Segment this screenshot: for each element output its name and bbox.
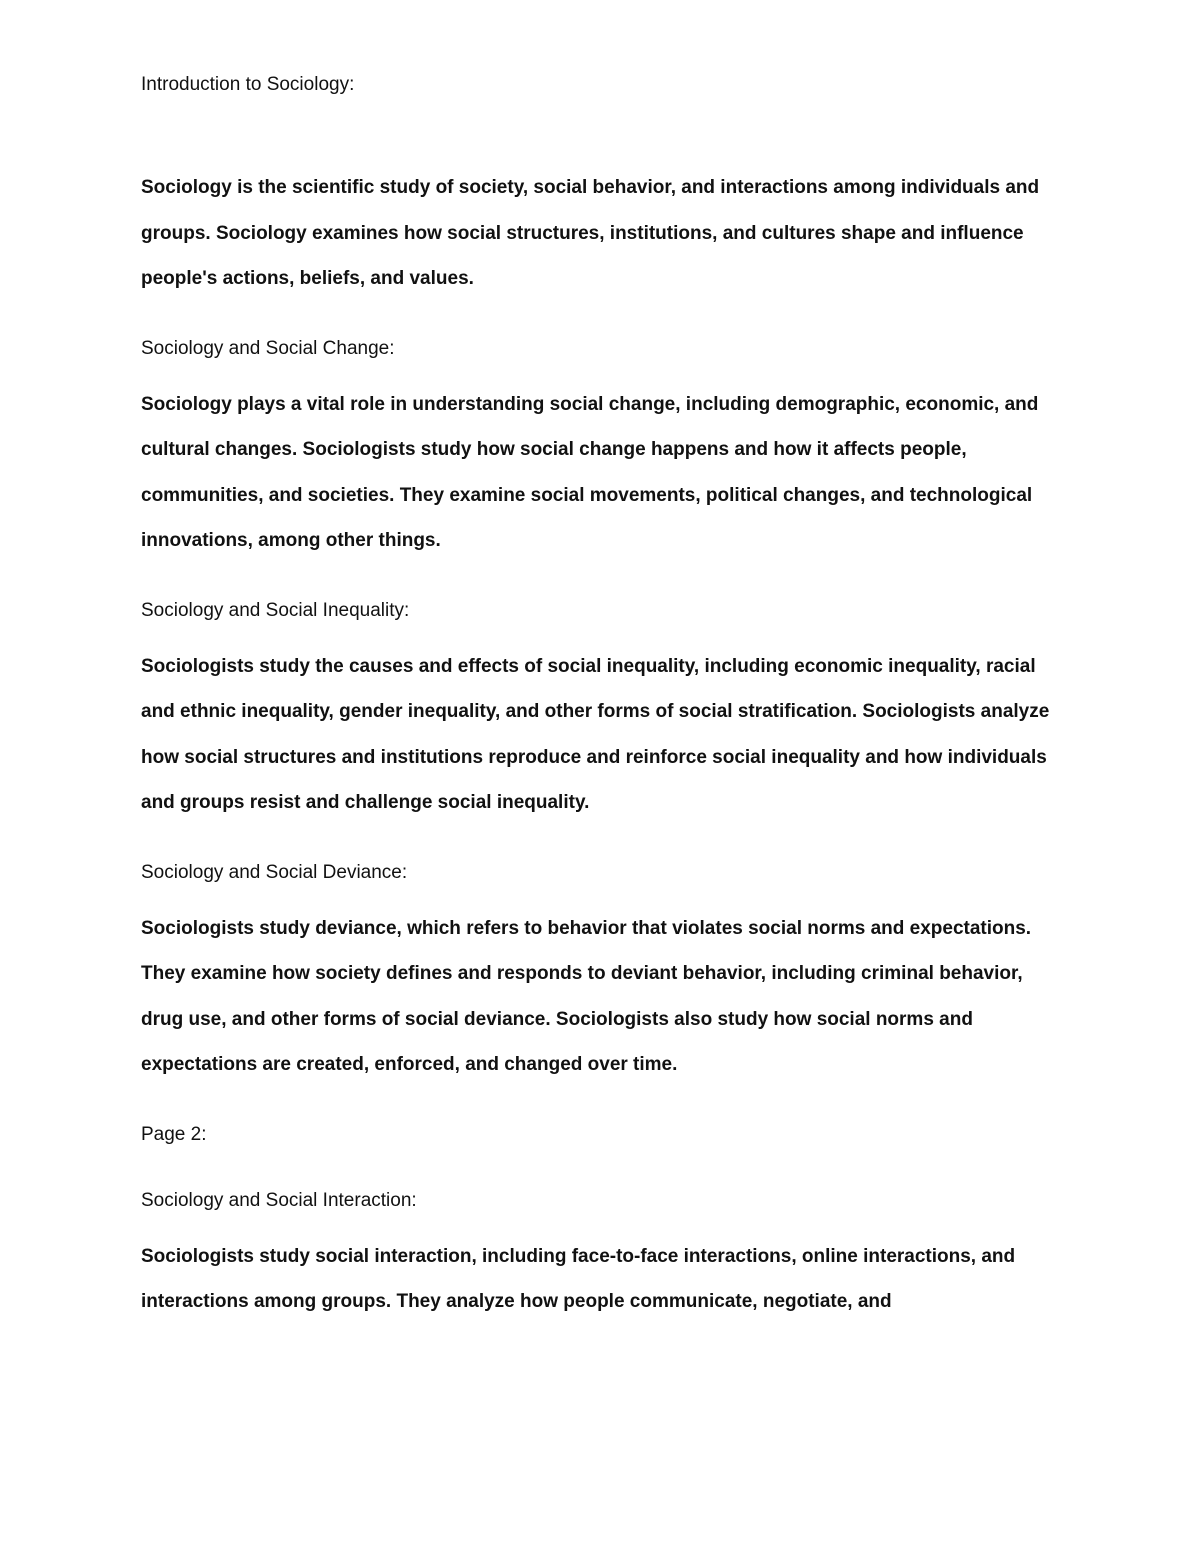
- section-paragraph-social-deviance: Sociologists study deviance, which refers to behavior that violates social norms and expectations. They examine how society defines and responds to deviant behavior, including criminal behavior, drug use, and other forms of social deviance. Sociologists also study how social norms and expectations are created, enforced, and changed over time.: [141, 917, 1032, 1075]
- page-marker: Page 2:: [141, 1123, 207, 1145]
- section-heading-social-interaction: Sociology and Social Interaction:: [141, 1189, 417, 1211]
- section-heading-social-inequality: Sociology and Social Inequality:: [141, 599, 410, 621]
- section-paragraph-social-change: Sociology plays a vital role in understanding social change, including demographic, economic, and cultural changes. Sociologists study how social change happens and how it affects people, communities, and societies. They examine social movements, political changes, and technological innovations, among other things.: [141, 393, 1039, 551]
- section-heading-social-deviance: Sociology and Social Deviance:: [141, 861, 408, 883]
- document-body: [141, 66, 1061, 1325]
- section-paragraph-social-inequality: Sociologists study the causes and effects of social inequality, including economic inequality, racial and ethnic inequality, gender inequality, and other forms of social stratification. Sociologists analyze how social structures and institutions reproduce and reinforce social inequality and how individuals and groups resist and challenge social inequality.: [141, 655, 1050, 813]
- document-title: Introduction to Sociology:: [141, 74, 355, 95]
- section-heading-social-change: Sociology and Social Change:: [141, 337, 395, 359]
- intro-paragraph: Sociology is the scientific study of society, social behavior, and interactions among individuals and groups. Sociology examines how social structures, institutions, and cultures shape and influence people's actions, beliefs, and values.: [141, 177, 1040, 289]
- section-paragraph-social-interaction: Sociologists study social interaction, including face-to-face interactions, online interactions, and interactions among groups. They analyze how people communicate, negotiate, and: [141, 1245, 1016, 1312]
